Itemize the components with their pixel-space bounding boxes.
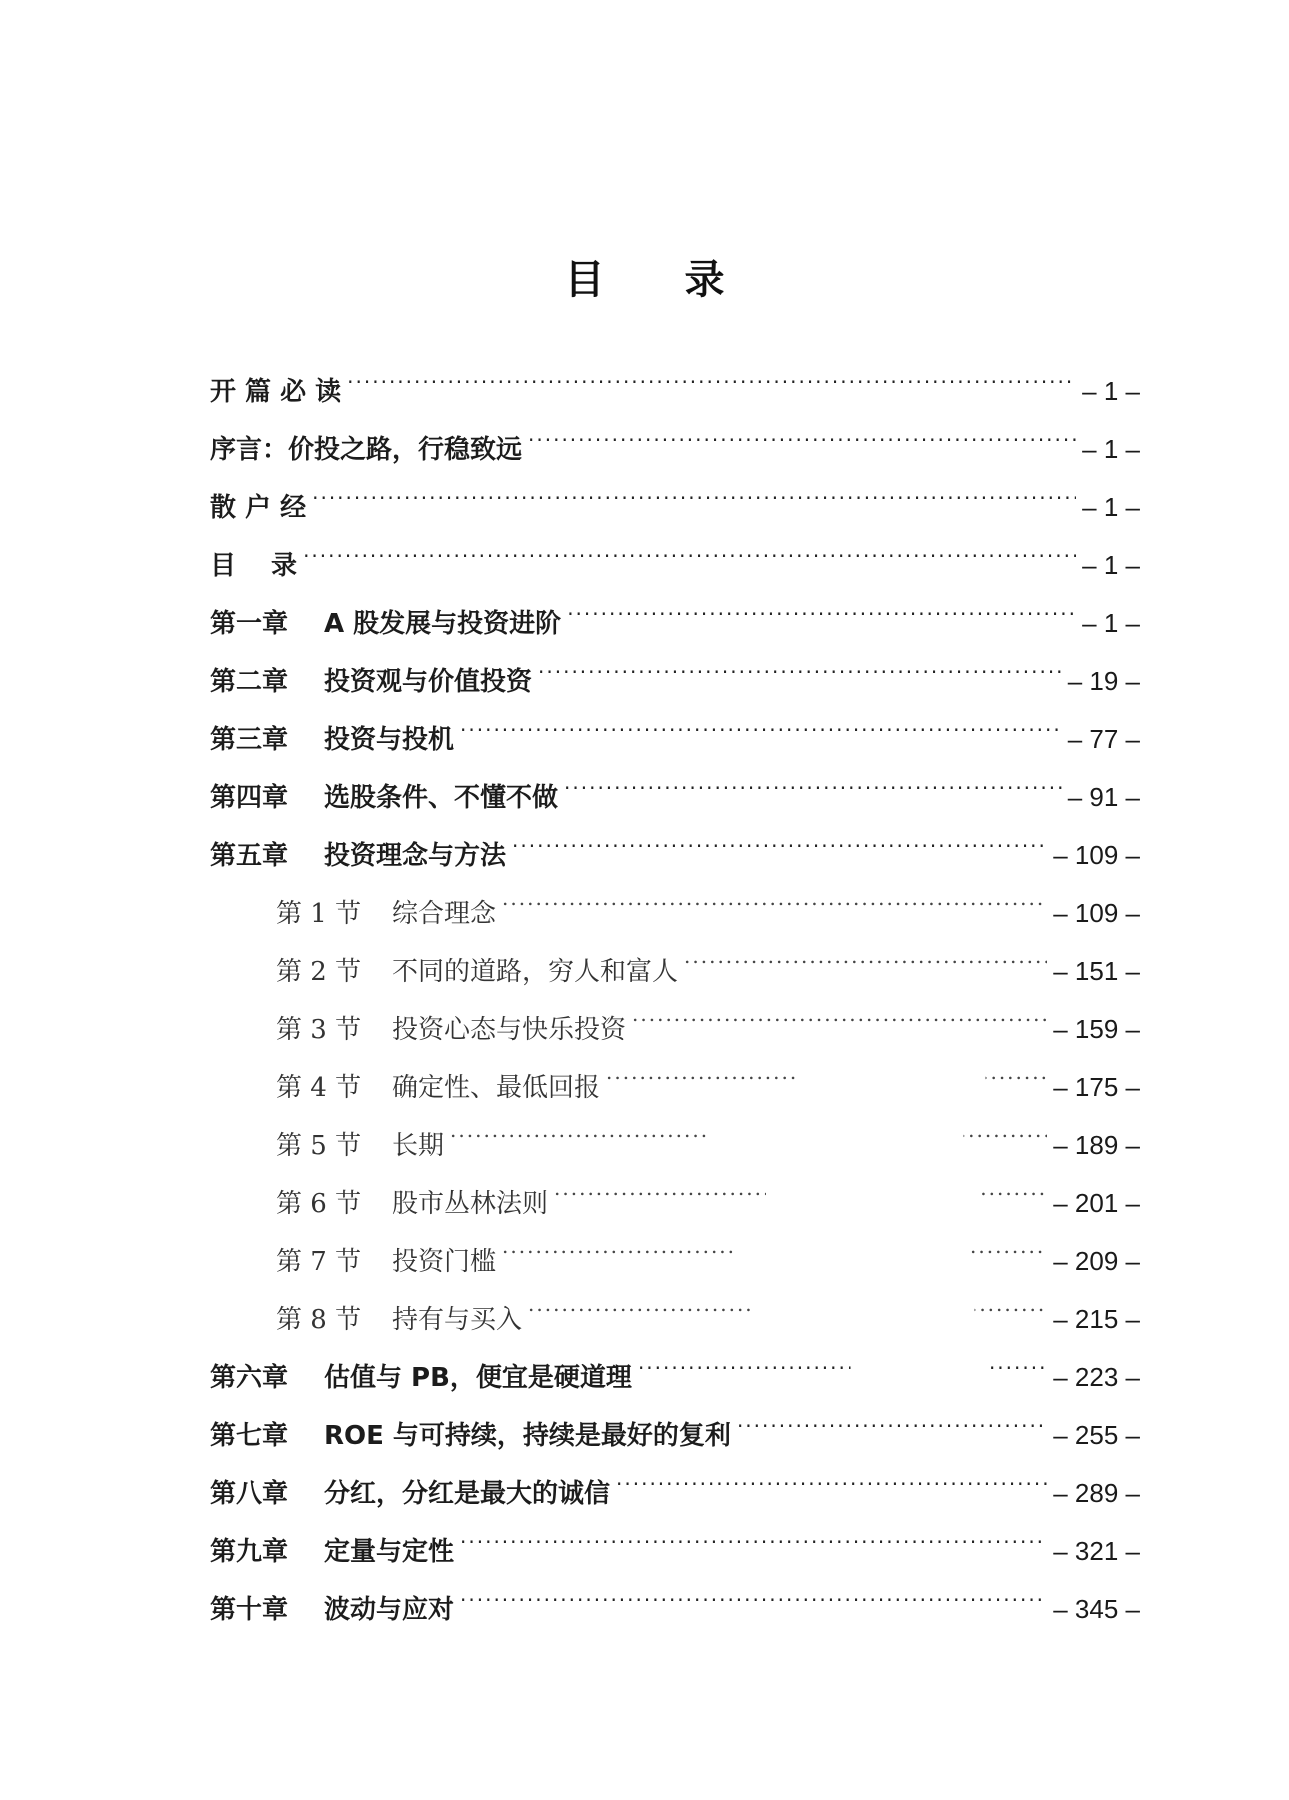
- toc-entry-number: 第 7 节: [276, 1247, 362, 1277]
- toc-entry-number: 第四章: [210, 783, 289, 813]
- toc-entry-number: 第七章: [210, 1421, 289, 1451]
- dot-leader: [460, 690, 1062, 748]
- toc-page-number: – 1 –: [1082, 434, 1140, 464]
- toc-page-number: – 77 –: [1067, 724, 1140, 754]
- toc-chapter-entry[interactable]: [210, 574, 1140, 639]
- toc-entry-number: 第 1 节: [276, 899, 362, 929]
- dot-leader: [567, 574, 1076, 632]
- toc-entry-number: 第二章: [210, 667, 289, 697]
- toc-chapter-entry[interactable]: [210, 400, 1140, 465]
- table-of-contents: [210, 342, 1140, 1625]
- toc-page-number: – 255 –: [1053, 1420, 1140, 1450]
- toc-entry-title: 投资观与价值投资: [324, 667, 533, 697]
- toc-entry-title: 选股条件、不懂不做: [324, 783, 559, 813]
- toc-page-number: – 151 –: [1053, 956, 1140, 986]
- dot-leader: [303, 516, 1076, 574]
- toc-entry-title: 开 篇 必 读: [210, 377, 342, 407]
- toc-entry-number: 第九章: [210, 1537, 289, 1567]
- dot-leader: [554, 1154, 1047, 1212]
- toc-entry-number: 第 4 节: [276, 1073, 362, 1103]
- dot-leader: [502, 864, 1047, 922]
- page-title: [0, 248, 1289, 305]
- toc-page-number: – 109 –: [1053, 898, 1140, 928]
- toc-entry-number: 第 5 节: [276, 1131, 362, 1161]
- dot-leader: [638, 1328, 1047, 1386]
- toc-entry-title: ROE 与可持续，持续是最好的复利: [324, 1421, 731, 1451]
- dot-leader: [502, 1212, 1047, 1270]
- dot-leader: [538, 632, 1062, 690]
- title-left-char: 目: [564, 256, 605, 303]
- toc-page-number: – 321 –: [1053, 1536, 1140, 1566]
- toc-entry-title: 投资门槛: [392, 1247, 497, 1277]
- toc-entry-title: 目 录: [210, 551, 298, 581]
- toc-chapter-entry[interactable]: [210, 458, 1140, 523]
- toc-entry-title: 定量与定性: [324, 1537, 455, 1567]
- toc-page-number: – 289 –: [1053, 1478, 1140, 1508]
- toc-chapter-entry[interactable]: [210, 516, 1140, 581]
- dot-leader: [460, 1502, 1047, 1560]
- toc-entry-title: 持有与买入: [392, 1305, 523, 1335]
- dot-leader: [347, 342, 1076, 400]
- toc-entry-number: 第 2 节: [276, 957, 362, 987]
- toc-entry-title: 散 户 经: [210, 493, 307, 523]
- toc-page-number: – 175 –: [1053, 1072, 1140, 1102]
- toc-page-number: – 91 –: [1067, 782, 1140, 812]
- toc-page-number: – 1 –: [1082, 608, 1140, 638]
- toc-entry-title: 股市丛林法则: [392, 1189, 549, 1219]
- dot-leader: [684, 922, 1047, 980]
- toc-entry-number: 第六章: [210, 1363, 289, 1393]
- toc-page-number: – 1 –: [1082, 492, 1140, 522]
- toc-page-number: – 223 –: [1053, 1362, 1140, 1392]
- toc-entry-title: 投资心态与快乐投资: [392, 1015, 627, 1045]
- toc-entry-number: 第三章: [210, 725, 289, 755]
- dot-leader: [312, 458, 1076, 516]
- toc-entry-title: 波动与应对: [324, 1595, 455, 1625]
- toc-chapter-entry[interactable]: [210, 342, 1140, 407]
- toc-page-number: – 159 –: [1053, 1014, 1140, 1044]
- toc-page-number: – 215 –: [1053, 1304, 1140, 1334]
- toc-entry-number: 第一章: [210, 609, 289, 639]
- toc-page-number: – 19 –: [1067, 666, 1140, 696]
- toc-entry-title: 估值与 PB，便宜是硬道理: [324, 1363, 632, 1393]
- toc-entry-title: 不同的道路，穷人和富人: [392, 957, 679, 987]
- toc-entry-title: 分红，分红是最大的诚信: [324, 1479, 611, 1509]
- dot-leader: [616, 1444, 1047, 1502]
- dot-leader: [606, 1038, 1047, 1096]
- toc-entry-number: 第十章: [210, 1595, 289, 1625]
- toc-entry-number: 第 3 节: [276, 1015, 362, 1045]
- dot-leader: [450, 1096, 1047, 1154]
- toc-page-number: – 109 –: [1053, 840, 1140, 870]
- toc-entry-title: 确定性、最低回报: [392, 1073, 601, 1103]
- dot-leader: [528, 400, 1076, 458]
- toc-entry-title: 长期: [392, 1131, 445, 1161]
- dot-leader: [737, 1386, 1047, 1444]
- dot-leader: [512, 806, 1047, 864]
- toc-entry-number: 第 6 节: [276, 1189, 362, 1219]
- toc-page-number: – 1 –: [1082, 376, 1140, 406]
- toc-entry-title: 投资理念与方法: [324, 841, 507, 871]
- toc-entry-title: 序言：价投之路，行稳致远: [210, 435, 523, 465]
- dot-leader: [564, 748, 1062, 806]
- dot-leader: [632, 980, 1047, 1038]
- toc-entry-number: 第 8 节: [276, 1305, 362, 1335]
- toc-entry-title: A 股发展与投资进阶: [324, 609, 562, 639]
- title-right-char: 录: [684, 256, 725, 303]
- dot-leader: [460, 1560, 1047, 1618]
- dot-leader: [528, 1270, 1047, 1328]
- toc-page-number: – 201 –: [1053, 1188, 1140, 1218]
- toc-entry-title: 综合理念: [392, 899, 497, 929]
- toc-page-number: – 1 –: [1082, 550, 1140, 580]
- toc-entry-title: 投资与投机: [324, 725, 455, 755]
- toc-page-number: – 209 –: [1053, 1246, 1140, 1276]
- toc-page-number: – 189 –: [1053, 1130, 1140, 1160]
- toc-entry-number: 第五章: [210, 841, 289, 871]
- toc-entry-number: 第八章: [210, 1479, 289, 1509]
- toc-page-number: – 345 –: [1053, 1594, 1140, 1624]
